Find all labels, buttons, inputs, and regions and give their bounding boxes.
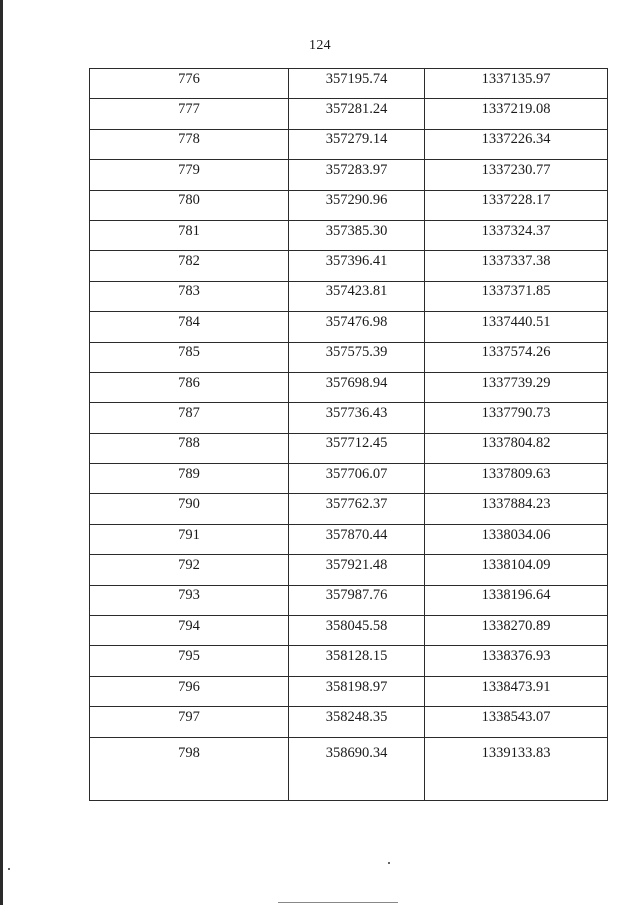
table-row — [90, 555, 608, 585]
point-number-cell: 798 — [90, 737, 289, 800]
x-coordinate-cell: 357396.41 — [289, 251, 425, 281]
point-number-cell: 797 — [90, 707, 289, 737]
point-number-cell: 792 — [90, 555, 289, 585]
x-coordinate-cell: 358128.15 — [289, 646, 425, 676]
table-row — [90, 524, 608, 554]
table-row — [90, 190, 608, 220]
x-coordinate-cell: 357283.97 — [289, 160, 425, 190]
coordinate-table-body — [90, 69, 608, 801]
table-row — [90, 403, 608, 433]
x-coordinate-cell: 357921.48 — [289, 555, 425, 585]
point-number-cell: 784 — [90, 312, 289, 342]
point-number-cell: 778 — [90, 129, 289, 159]
x-coordinate-cell: 357706.07 — [289, 464, 425, 494]
point-number-cell: 777 — [90, 99, 289, 129]
y-coordinate-cell: 1338543.07 — [425, 707, 608, 737]
x-coordinate-cell: 357762.37 — [289, 494, 425, 524]
y-coordinate-cell: 1337809.63 — [425, 464, 608, 494]
y-coordinate-cell: 1338196.64 — [425, 585, 608, 615]
x-coordinate-cell: 358198.97 — [289, 676, 425, 706]
table-row — [90, 433, 608, 463]
point-number-cell: 789 — [90, 464, 289, 494]
table-row — [90, 707, 608, 737]
table-row — [90, 251, 608, 281]
table-row — [90, 676, 608, 706]
y-coordinate-cell: 1338270.89 — [425, 616, 608, 646]
table-row — [90, 69, 608, 99]
table-row — [90, 585, 608, 615]
point-number-cell: 788 — [90, 433, 289, 463]
point-number-cell: 782 — [90, 251, 289, 281]
x-coordinate-cell: 357476.98 — [289, 312, 425, 342]
x-coordinate-cell: 357712.45 — [289, 433, 425, 463]
x-coordinate-cell: 357290.96 — [289, 190, 425, 220]
table-row — [90, 342, 608, 372]
point-number-cell: 786 — [90, 372, 289, 402]
table-row — [90, 464, 608, 494]
y-coordinate-cell: 1337371.85 — [425, 281, 608, 311]
y-coordinate-cell: 1337226.34 — [425, 129, 608, 159]
table-row — [90, 616, 608, 646]
point-number-cell: 785 — [90, 342, 289, 372]
scan-speck — [8, 868, 10, 870]
x-coordinate-cell: 357385.30 — [289, 220, 425, 250]
scan-speck — [388, 862, 390, 864]
x-coordinate-cell: 357279.14 — [289, 129, 425, 159]
point-number-cell: 790 — [90, 494, 289, 524]
y-coordinate-cell: 1337135.97 — [425, 69, 608, 99]
point-number-cell: 791 — [90, 524, 289, 554]
y-coordinate-cell: 1338104.09 — [425, 555, 608, 585]
y-coordinate-cell: 1337337.38 — [425, 251, 608, 281]
table-row — [90, 281, 608, 311]
y-coordinate-cell: 1337884.23 — [425, 494, 608, 524]
coordinate-table — [89, 68, 608, 801]
point-number-cell: 783 — [90, 281, 289, 311]
x-coordinate-cell: 357575.39 — [289, 342, 425, 372]
table-row — [90, 220, 608, 250]
x-coordinate-cell: 358248.35 — [289, 707, 425, 737]
page-number: 124 — [309, 38, 331, 53]
x-coordinate-cell: 357281.24 — [289, 99, 425, 129]
y-coordinate-cell: 1338376.93 — [425, 646, 608, 676]
point-number-cell: 796 — [90, 676, 289, 706]
x-coordinate-cell: 357423.81 — [289, 281, 425, 311]
table-row — [90, 372, 608, 402]
x-coordinate-cell: 357987.76 — [289, 585, 425, 615]
point-number-cell: 776 — [90, 69, 289, 99]
x-coordinate-cell: 357698.94 — [289, 372, 425, 402]
point-number-cell: 779 — [90, 160, 289, 190]
table-row — [90, 494, 608, 524]
y-coordinate-cell: 1338034.06 — [425, 524, 608, 554]
scan-bottom-mark — [278, 902, 398, 903]
y-coordinate-cell: 1337574.26 — [425, 342, 608, 372]
y-coordinate-cell: 1338473.91 — [425, 676, 608, 706]
table-row — [90, 99, 608, 129]
table-row — [90, 646, 608, 676]
x-coordinate-cell: 358690.34 — [289, 737, 425, 800]
y-coordinate-cell: 1337324.37 — [425, 220, 608, 250]
point-number-cell: 780 — [90, 190, 289, 220]
x-coordinate-cell: 357736.43 — [289, 403, 425, 433]
point-number-cell: 794 — [90, 616, 289, 646]
table-row — [90, 737, 608, 800]
x-coordinate-cell: 357195.74 — [289, 69, 425, 99]
y-coordinate-cell: 1337230.77 — [425, 160, 608, 190]
y-coordinate-cell: 1337440.51 — [425, 312, 608, 342]
y-coordinate-cell: 1337739.29 — [425, 372, 608, 402]
point-number-cell: 787 — [90, 403, 289, 433]
y-coordinate-cell: 1337219.08 — [425, 99, 608, 129]
point-number-cell: 781 — [90, 220, 289, 250]
y-coordinate-cell: 1337790.73 — [425, 403, 608, 433]
point-number-cell: 793 — [90, 585, 289, 615]
point-number-cell: 795 — [90, 646, 289, 676]
y-coordinate-cell: 1337804.82 — [425, 433, 608, 463]
scan-left-edge — [0, 0, 3, 905]
table-row — [90, 129, 608, 159]
y-coordinate-cell: 1337228.17 — [425, 190, 608, 220]
x-coordinate-cell: 358045.58 — [289, 616, 425, 646]
y-coordinate-cell: 1339133.83 — [425, 737, 608, 800]
table-row — [90, 312, 608, 342]
x-coordinate-cell: 357870.44 — [289, 524, 425, 554]
table-row — [90, 160, 608, 190]
